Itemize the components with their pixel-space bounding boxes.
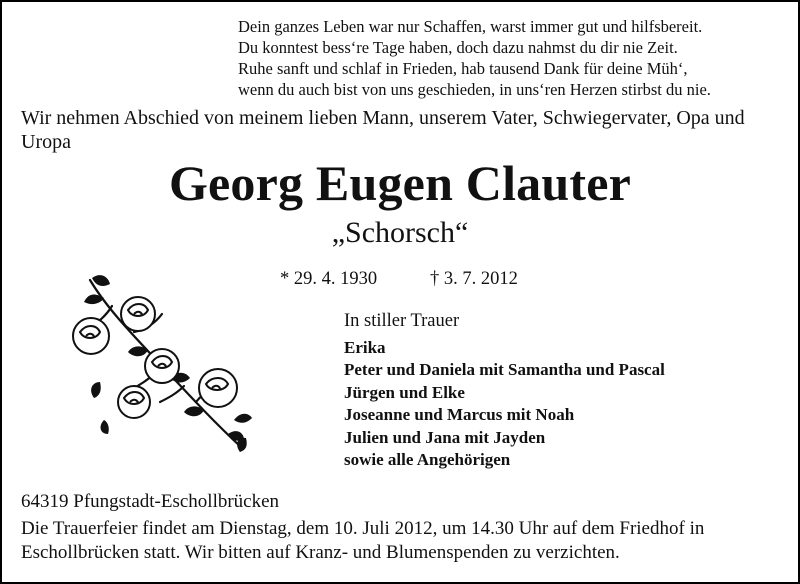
poem-line: wenn du auch bist von uns geschieden, in uns‘ren Herzen stirbst du nie.	[238, 80, 711, 99]
mourning-heading: In stiller Trauer	[344, 311, 460, 331]
farewell-intro: Wir nehmen Abschied von meinem lieben Mann, unserem Vater, Schwiegervater, Opa und Uropa	[21, 107, 745, 153]
mourner-name: Jürgen und Elke	[344, 382, 465, 402]
birth-date: * 29. 4. 1930	[280, 269, 378, 289]
poem-line: Du konntest bess‘re Tage haben, doch dazu nahmst du dir nie Zeit.	[238, 38, 678, 57]
mourners-list	[344, 337, 665, 471]
poem-line: Dein ganzes Leben war nur Schaffen, warst immer gut und hilfsbereit.	[238, 17, 703, 36]
mourner-name: sowie alle Angehörigen	[344, 450, 511, 470]
family-location: 64319 Pfungstadt-Eschollbrücken	[21, 491, 280, 512]
mourner-name: Peter und Daniela mit Samantha und Pascal	[344, 360, 665, 380]
mourner-name: Julien und Jana mit Jayden	[344, 427, 546, 447]
roses-icon	[64, 270, 256, 454]
poem-line: Ruhe sanft und schlaf in Frieden, hab tausend Dank für deine Müh‘,	[238, 59, 688, 78]
mourner-name: Erika	[344, 338, 386, 357]
death-date: † 3. 7. 2012	[430, 269, 518, 289]
deceased-name: Georg Eugen Clauter	[168, 155, 632, 211]
funeral-service-info: Die Trauerfeier findet am Dienstag, dem 10. Juli 2012, um 14.30 Uhr auf dem Friedhof in Eschollbrücken statt. Wir bitten auf Kranz- und Blumenspenden zu verzichten.	[21, 518, 705, 563]
deceased-nickname: „Schorsch“	[331, 216, 469, 249]
mourner-name: Joseanne und Marcus mit Noah	[344, 405, 575, 425]
memorial-poem	[238, 16, 711, 100]
